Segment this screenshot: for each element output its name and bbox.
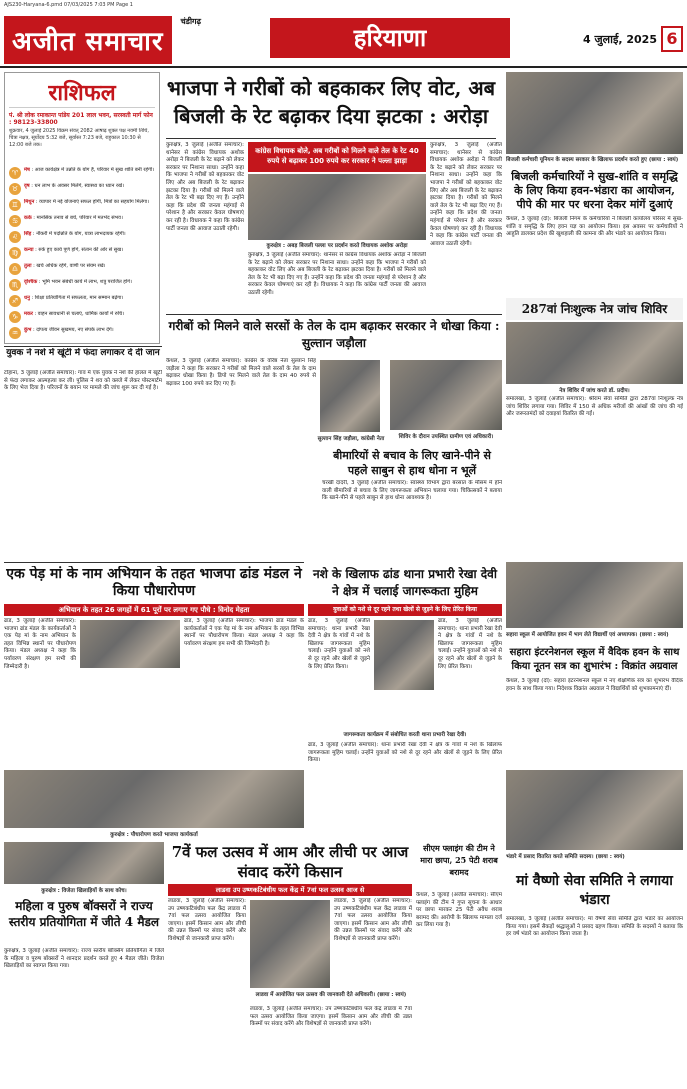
horoscope-item: ♎ तुला : खर्च अधिक रहेंगे, वाणी पर संयम रखें। — [9, 263, 155, 277]
suicide-body: टोहाना, 3 जुलाई (अजीत समाचार): गांव में एक युवक ने नशे की हालत में खूंटी से फंदा लगाकर आत्महत्या कर ली। पुलिस ने शव को कब्जे में लेकर पोस्टमार्टम के लिए भेज दिया है। परिजनों के बयान पर मामले की जांच शुरू कर दी गई है। — [4, 370, 162, 392]
plantation-body: ढांड, 3 जुलाई (अजीत समाचार): भाजपा ढांड मंडल के कार्यकर्ताओं ने एक पेड़ मां के नाम अभियान के तहत विभिन्न स्थानों पर पौधारोपण किया। मंडल अध्यक्ष ने कहा कि पर्यावरण संरक्षण हम सभी की जिम्मेदारी है। — [4, 618, 76, 670]
zodiac-prediction: मानसिक तनाव से बचें, परिवार में मतभेद संभव। — [36, 215, 123, 221]
zodiac-icon: ♎ — [9, 263, 21, 275]
workers-photo-caption: बिजली कर्मचारी यूनियन के सदस्य सरकार के खिलाफ प्रदर्शन करते हुए (छाया : स्वयं) — [506, 157, 679, 163]
zodiac-sign: वृष — [24, 183, 30, 189]
plantation-body-col2: ढांड, 3 जुलाई (अजीत समाचार): भाजपा ढांड मंडल के कार्यकर्ताओं ने एक पेड़ मां के नाम अभियान के तहत विभिन्न स्थानों पर पौधारोपण किया। मंडल अध्यक्ष ने कहा कि पर्यावरण संरक्षण हम सभी की जिम्मेदारी है। — [184, 618, 304, 647]
fruit-festival-body-col2: लाडवा, 3 जुलाई (अजीत समाचार): उप उष्णकटिबंधीय फल केंद्र लाडवा में 7वां फल उत्सव आयोजित किया जाएगा। इसमें किसान आम और लीची की उन्नत किस्मों पर संवाद करेंगे और विशेषज्ञों से जानकारी प्राप्त करेंगे। — [334, 898, 412, 942]
school-havan-photo — [506, 562, 683, 628]
school-headline: सहारा इंटरनेशनल स्कूल में वैदिक हवन के साथ किया नूतन सत्र का शुभारंभ : विक्रांत अग्रवाल — [509, 647, 680, 672]
zodiac-icon: ♉ — [9, 183, 21, 195]
zodiac-prediction: आज कार्यक्षेत्र में उन्नति के योग हैं, परिवार में सुख शांति बनी रहेगी। — [34, 167, 155, 173]
zodiac-sign: मिथुन — [24, 199, 35, 205]
zodiac-icon: ♏ — [9, 279, 21, 291]
zodiac-icon: ♑ — [9, 311, 21, 323]
zodiac-icon: ♒ — [9, 327, 21, 339]
raid-headline: सीएम फ्लाइंग की टीम ने मारा छापा, 25 पेटी शराब बरामद — [420, 843, 498, 877]
plantation-photo-1 — [80, 620, 180, 668]
zodiac-sign — [24, 343, 31, 344]
main-story-caption: कुरुक्षेत्र : अबड़ बिजली पल्ला पर प्रदर्शन करते विधायक अशोक अरोड़ा — [266, 243, 408, 249]
masthead — [0, 10, 687, 68]
workers-headline: बिजली कर्मचारियों ने सुख-शांति व समृद्धि के लिए किया हवन-भंडारा का आयोजन, पीपे की मार पर धरना देकर मांगें दुआएं — [511, 170, 678, 211]
main-story-photo — [248, 174, 426, 240]
rekha-devi-photo — [374, 620, 434, 690]
workers-photo — [506, 72, 683, 154]
zodiac-sign: धनु — [24, 295, 30, 301]
horoscope-item: ♉ वृष : धन लाभ के अवसर मिलेंगे, स्वास्थ्य का ध्यान रखें। — [9, 183, 155, 197]
horoscope-item — [9, 343, 155, 344]
horoscope-item: ♍ कन्या : रुके हुए कार्य पूर्ण होंगे, संतान की ओर से सुख। — [9, 247, 155, 261]
zodiac-prediction: भूमि भवन संबंधी कार्य में लाभ, शत्रु पराजित होंगे। — [42, 279, 132, 285]
zodiac-sign: कर्क — [24, 215, 32, 221]
zodiac-sign: मकर — [24, 311, 33, 317]
boxing-body: कुरुक्षेत्र, 3 जुलाई (अजीत समाचार): राज्य स्तरीय बॉक्सिंग प्रतियोगिता में जिले के महिला व पुरुष बॉक्सरों ने शानदार प्रदर्शन करते हुए 4 मैडल जीते। विजेता खिलाड़ियों का स्वागत किया गया। — [4, 948, 164, 970]
oil-price-headline: गरीबों को मिलने वाले सरसों के तेल के दाम बढ़ाकर सरकार ने धोखा किया : सुल्तान जड़ौला — [168, 319, 500, 350]
zodiac-icon — [9, 343, 21, 344]
zodiac-prediction: धन लाभ के अवसर मिलेंगे, स्वास्थ्य का ध्यान रखें। — [34, 183, 124, 189]
boxing-photo — [4, 842, 164, 884]
logo-text: अजीत समाचार — [4, 16, 172, 64]
edition-city: चंडीगढ़ — [180, 17, 202, 26]
main-story-banner: कांग्रेस विधायक बोले, अब गरीबों को मिलने वाले तेल के रेट 40 रुपये से बढ़ाकर 100 रुपये कर सरकार ने पल्ला झाड़ा — [248, 142, 426, 172]
boxing-caption: कुरुक्षेत्र : विजेता खिलाड़ियों के साथ कोच। — [41, 888, 127, 894]
divider — [166, 138, 496, 139]
zodiac-prediction: नौकरी में पदोन्नति के योग, यात्रा लाभदायक रहेगी। — [36, 231, 126, 237]
anti-drug-banner: युवाओं को नशे से दूर रहने तथा खेलों से जुड़ने के लिए प्रेरित किया — [308, 604, 502, 616]
horoscope-item: ♐ धनु : शिक्षा प्रतियोगिता में सफलता, मान सम्मान बढ़ेगा। — [9, 295, 155, 309]
sultan-jadaula-photo — [320, 360, 380, 432]
divider — [4, 346, 162, 347]
anti-drug-body: ढांड, 3 जुलाई (अजीत समाचार): थाना प्रभारी रेखा देवी ने क्षेत्र के गांवों में नशे के खिलाफ जागरूकता मुहिम चलाई। उन्होंने युवाओं को नशे से दूर रहने और खेलों से जुड़ने के लिए प्रेरित किया। — [308, 618, 370, 670]
horoscope-item: ♊ मिथुन : व्यापार में नई योजनाएं सफल होंगी, मित्रों का सहयोग मिलेगा। — [9, 199, 155, 213]
zodiac-prediction: रुके हुए कार्य पूर्ण होंगे, संतान की ओर से सुख। — [38, 247, 124, 253]
zodiac-prediction — [36, 343, 121, 344]
school-havan-caption: सहारा स्कूल में आयोजित हवन में भाग लेते विद्यार्थी एवं अध्यापक। (छाया : स्वयं) — [506, 632, 669, 638]
zodiac-prediction: शिक्षा प्रतियोगिता में सफलता, मान सम्मान बढ़ेगा। — [34, 295, 124, 301]
astrologer-info: पं. श्री लोक रमाकान्त पांडेय 201 लाल भवन, सरस्वती मार्ग फोन : 98123-33800 — [9, 112, 153, 126]
divider — [4, 562, 304, 563]
zodiac-sign: कुंभ — [24, 327, 32, 333]
newspaper-logo — [4, 16, 204, 62]
main-story-body-col3: कुरुक्षेत्र, 3 जुलाई (अजीत समाचार): थानेसर से कांग्रेस विधायक अशोक अरोड़ा ने बिजली के रेट बढ़ाने को लेकर सरकार पर निशाना साधा। उन्होंने कहा कि भाजपा ने गरीबों को बहकाकर वोट लिए और अब बिजली के रेट बढ़ाकर झटका दिया है। गरीबों को मिलने वाले तेल के रेट भी बढ़ा दिए गए हैं। उन्होंने कहा कि प्रदेश की जनता महंगाई से परेशान है और सरकार केवल घोषणाएं कर रही है। विधायक ने कहा कि कांग्रेस पार्टी जनता की आवाज उठाती रहेगी। — [430, 142, 502, 247]
bhandara-photo — [506, 770, 683, 850]
horoscope-item: ♋ कर्क : मानसिक तनाव से बचें, परिवार में मतभेद संभव। — [9, 215, 155, 229]
fruit-festival-caption: लाडवा में आयोजित फल उत्सव की जानकारी देते अधिकारी। (छाया : स्वयं) — [255, 992, 407, 998]
eye-camp-photo — [506, 322, 683, 384]
bhandara-caption: भंडारे में प्रसाद वितरित करते समिति सदस्य। (छाया : स्वयं) — [506, 854, 625, 860]
anti-drug-body-col2: ढांड, 3 जुलाई (अजीत समाचार): थाना प्रभारी रेखा देवी ने क्षेत्र के गांवों में नशे के खिलाफ जागरूकता मुहिम चलाई। उन्होंने युवाओं को नशे से दूर रहने और खेलों से जुड़ने के लिए प्रेरित किया। — [438, 618, 502, 670]
fruit-festival-banner: लाडवा उप उष्णकटिबंधीय फल केंद्र में 7वां फल उत्सव आज से — [168, 884, 412, 896]
zodiac-sign: कन्या — [24, 247, 34, 253]
plantation-caption: कुरुक्षेत्र : पौधारोपण करते भाजपा कार्यकर्ता — [110, 832, 198, 838]
zodiac-sign: तुला — [24, 263, 32, 269]
fruit-festival-body-col3: लाडवा, 3 जुलाई (अजीत समाचार): उप उष्णकटिबंधीय फल केंद्र लाडवा में 7वां फल उत्सव आयोजित किया जाएगा। इसमें किसान आम और लीची की उन्नत किस्मों पर संवाद करेंगे और विशेषज्ञों से जानकारी प्राप्त करेंगे। — [250, 1006, 412, 1028]
print-slug: AJS230-Haryana-6.pmd 07/03/2025 7:03 PM Page 1 — [4, 2, 133, 8]
issue-date: 4 जुलाई, 2025 — [583, 33, 657, 46]
main-story-body-col2: कुरुक्षेत्र, 3 जुलाई (अजीत समाचार): थानेसर से कांग्रेस विधायक अशोक अरोड़ा ने बिजली के रेट बढ़ाने को लेकर सरकार पर निशाना साधा। उन्होंने कहा कि भाजपा ने गरीबों को बहकाकर वोट लिए और अब बिजली के रेट बढ़ाकर झटका दिया है। गरीबों को मिलने वाले तेल के रेट भी बढ़ा दिए गए हैं। उन्होंने कहा कि प्रदेश की जनता महंगाई से परेशान है और सरकार केवल घोषणाएं कर रही है। विधायक ने कहा कि कांग्रेस पार्टी जनता की आवाज उठाती रहेगी। — [248, 252, 426, 296]
horoscope-item: ♏ वृश्चिक : भूमि भवन संबंधी कार्य में लाभ, शत्रु पराजित होंगे। — [9, 279, 155, 293]
boxing-headline: महिला व पुरुष बॉक्सरों ने राज्य स्तरीय प्रतियोगिता में जीते 4 मैडल — [8, 899, 160, 929]
horoscope-box — [4, 72, 160, 344]
main-headline: भाजपा ने गरीबों को बहकाकर लिए वोट, अब बिजली के रेट बढ़ाकर दिया झटका : अरोड़ा — [166, 76, 496, 128]
zodiac-icon: ♈ — [9, 167, 21, 179]
horoscope-item: ♌ सिंह : नौकरी में पदोन्नति के योग, यात्रा लाभदायक रहेगी। — [9, 231, 155, 245]
sultan-jadaula-caption: सुल्तान सिंह जड़ौला, कांग्रेसी नेता — [317, 436, 385, 442]
zodiac-icon: ♍ — [9, 247, 21, 259]
zodiac-sign: वृश्चिक — [24, 279, 38, 285]
plantation-photo-2 — [4, 770, 304, 828]
zodiac-icon: ♋ — [9, 215, 21, 227]
disease-headline: बीमारियों से बचाव के लिए खाने-पीने से पहले साबुन से हाथ धोना न भूलें — [333, 449, 491, 477]
raid-body: कैथल, 3 जुलाई (अजीत समाचार): सीएम फ्लाइंग की टीम ने गुप्त सूचना के आधार पर छापा मारकर 25 पेटी अवैध शराब बरामद की। आरोपी के खिलाफ मामला दर्ज कर लिया गया है। — [416, 892, 502, 929]
disease-photo — [390, 360, 502, 430]
anti-drug-headline: नशे के खिलाफ ढांड थाना प्रभारी रेखा देवी ने क्षेत्र में चलाई जागरूकता मुहिम — [313, 567, 497, 598]
eye-camp-caption: नेत्र शिविर में जांच करते डॉ. प्रदीप। — [559, 388, 630, 394]
disease-photo-caption: शिविर के दौरान उपस्थित ग्रामीण एवं अधिकारी। — [398, 434, 494, 440]
disease-body: चरखी दादरी, 3 जुलाई (अजीत समाचार): स्वास्थ्य विभाग द्वारा बरसात के मौसम में होने वाली बीमारियों से बचाव के लिए जागरूकता अभियान चलाया गया। चिकित्सकों ने बताया कि खाने-पीने से पहले साबुन से हाथ धोना आवश्यक है। — [322, 480, 502, 502]
page-number: 6 — [661, 26, 683, 52]
school-body: कैथल, 3 जुलाई (दो): सहारा इंटरनेशनल स्कूल में नए शैक्षणिक सत्र का शुभारंभ वैदिक हवन के साथ किया गया। निदेशक विक्रांत अग्रवाल ने विद्यार्थियों को शुभकामनाएं दीं। — [506, 678, 683, 692]
plantation-headline: एक पेड़ मां के नाम अभियान के तहत भाजपा ढांड मंडल ने किया पौधारोपण — [6, 566, 302, 599]
fruit-festival-headline: 7वें फल उत्सव में आम और लीची पर आज संवाद करेंगे किसान — [171, 843, 409, 881]
eye-camp-body: समालखा, 3 जुलाई (अजीत समाचार): श्रीराम सेवा समिति द्वारा 287वां निःशुल्क नेत्र जांच शिविर लगाया गया। शिविर में 150 से अधिक मरीजों की आंखों की जांच की गई और जरूरतमंदों को दवाइयां वितरित की गईं। — [506, 396, 683, 418]
anti-drug-body-col3: ढांड, 3 जुलाई (अजीत समाचार): थाना प्रभारी रेखा देवी ने क्षेत्र के गांवों में नशे के खिलाफ जागरूकता मुहिम चलाई। उन्होंने युवाओं को नशे से दूर रहने और खेलों से जुड़ने के लिए प्रेरित किया। — [308, 742, 502, 764]
bhandara-headline: मां वैष्णो सेवा समिति ने लगाया भंडारा — [516, 873, 673, 908]
bhandara-body: समालखा, 3 जुलाई (अजीत समाचार): मां वैष्णो सेवा समिति द्वारा भंडारे का आयोजन किया गया। इसमें सैकड़ों श्रद्धालुओं ने प्रसाद ग्रहण किया। समिति के सदस्यों ने बताया कि हर वर्ष भंडारे का आयोजन किया जाता है। — [506, 916, 683, 938]
eye-camp-headline: 287वां निःशुल्क नेत्र जांच शिविर — [506, 298, 683, 320]
suicide-headline: युवक ने नशे में खूंटी में फंदा लगाकर दे दी जान — [6, 348, 160, 358]
fruit-festival-body: लाडवा, 3 जुलाई (अजीत समाचार): उप उष्णकटिबंधीय फल केंद्र लाडवा में 7वां फल उत्सव आयोजित किया जाएगा। इसमें किसान आम और लीची की उन्नत किस्मों पर संवाद करेंगे और विशेषज्ञों से जानकारी प्राप्त करेंगे। — [168, 898, 246, 942]
zodiac-prediction: वाहन सावधानी से चलाएं, धार्मिक कार्यों में रुचि। — [37, 311, 125, 317]
zodiac-icon: ♐ — [9, 295, 21, 307]
zodiac-sign: सिंह — [24, 231, 32, 237]
zodiac-icon: ♊ — [9, 199, 21, 211]
plantation-banner: अभियान के तहत 26 जगहों में 61 पूरों पर लगाए गए पौधे : विनोद मेहता — [4, 604, 304, 616]
main-story-body-col1: कुरुक्षेत्र, 3 जुलाई (अजीत समाचार): थानेसर से कांग्रेस विधायक अशोक अरोड़ा ने बिजली के रेट बढ़ाने को लेकर सरकार पर निशाना साधा। उन्होंने कहा कि भाजपा ने गरीबों को बहकाकर वोट लिए और अब बिजली के रेट बढ़ाकर झटका दिया है। गरीबों को मिलने वाले तेल के रेट भी बढ़ा दिए गए हैं। उन्होंने कहा कि प्रदेश की जनता महंगाई से परेशान है और सरकार केवल घोषणाएं कर रही है। विधायक ने कहा कि कांग्रेस पार्टी जनता की आवाज उठाती रहेगी। — [166, 142, 244, 232]
zodiac-prediction: व्यापार में नई योजनाएं सफल होंगी, मित्रों का सहयोग मिलेगा। — [39, 199, 149, 205]
zodiac-prediction: दांपत्य जीवन सुखमय, नए संपर्क लाभ देंगे। — [36, 327, 114, 333]
horoscope-intro: शुक्रवार, 4 जुलाई 2025 विक्रम संवत् 2082 आषाढ़ शुक्ल पक्ष नवमी तिथि, चित्रा नक्षत्र, सूर्योदय 5:32 बजे, सूर्यास्त 7:23 बजे, राहुकाल 10:30 से 12:00 बजे तक। — [9, 128, 149, 148]
section-title: हरियाणा — [270, 18, 510, 58]
workers-body: कैथल, 3 जुलाई (दो): बिजली निगम के कर्मचारियों ने बिजली कार्यालय परिसर में सुख-शांति व समृद्धि के लिए हवन यज्ञ का आयोजन किया। इस अवसर पर कर्मचारियों ने आहुति डालकर प्रदेश की खुशहाली की कामना की और भंडारे का आयोजन किया। — [506, 216, 683, 238]
zodiac-icon: ♌ — [9, 231, 21, 243]
divider — [166, 314, 502, 315]
zodiac-prediction: खर्च अधिक रहेंगे, वाणी पर संयम रखें। — [36, 263, 106, 269]
horoscope-item: ♑ मकर : वाहन सावधानी से चलाएं, धार्मिक कार्यों में रुचि। — [9, 311, 155, 325]
horoscope-title: राशिफल — [9, 77, 155, 108]
zodiac-sign: मेष — [24, 167, 30, 173]
horoscope-item: ♈ मेष : आज कार्यक्षेत्र में उन्नति के योग हैं, परिवार में सुख शांति बनी रहेगी। — [9, 167, 155, 181]
horoscope-list — [9, 167, 155, 344]
oil-price-body: कैथल, 3 जुलाई (अजीत समाचार): कांग्रेस के वरिष्ठ नेता सुल्तान सिंह जड़ौला ने कहा कि सरकार ने गरीबों को मिलने वाले सरसों के तेल के दाम बढ़ाकर धोखा किया है। डिपो पर मिलने वाले तेल के दाम 40 रुपये से बढ़ाकर 100 रुपये कर दिए गए हैं। — [166, 358, 316, 387]
fruit-festival-photo — [250, 900, 330, 988]
horoscope-item: ♒ कुंभ : दांपत्य जीवन सुखमय, नए संपर्क लाभ देंगे। — [9, 327, 155, 341]
anti-drug-caption: जागरूकता कार्यक्रम में संबोधित करती थाना प्रभारी रेखा देवी। — [343, 732, 467, 738]
